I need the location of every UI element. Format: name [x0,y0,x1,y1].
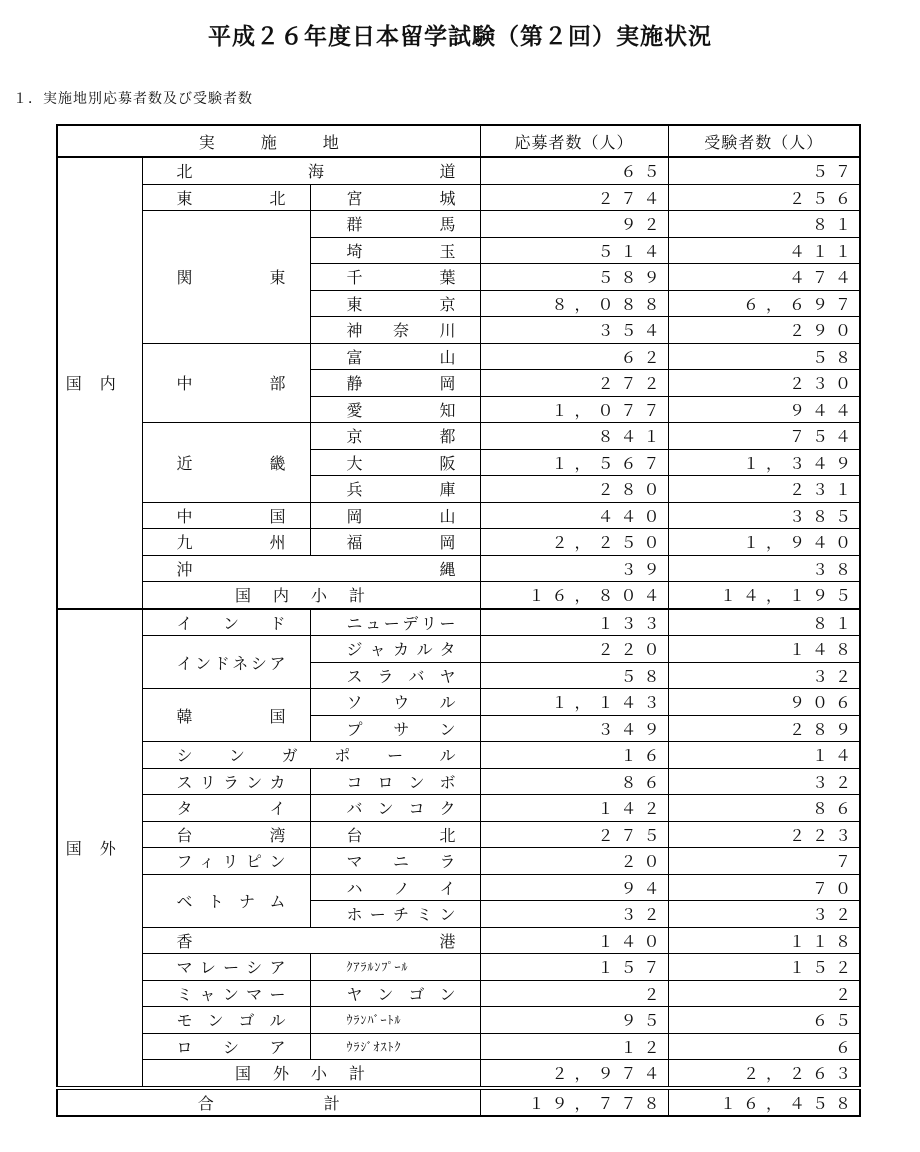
applicants-cell: ３５４ [480,317,668,344]
region-cell: 中国 [142,502,310,529]
city-cell: ｳﾗｼﾞｵｽﾄｸ [310,1033,480,1060]
country-cell: 香港 [142,927,480,954]
subtotal-label: 国内小計 [142,582,480,609]
applicants-cell: ３２ [480,901,668,928]
city-cell: ヤンゴン [310,980,480,1007]
examinees-cell: ３２ [668,768,860,795]
examinees-cell: １，３４９ [668,449,860,476]
city-cell: 台北 [310,821,480,848]
table-header-row [57,125,860,157]
country-cell: 台湾 [142,821,310,848]
examinees-cell: ２５６ [668,184,860,211]
table-row [57,1007,860,1034]
applicants-cell: ５１４ [480,237,668,264]
applicants-cell: １，１４３ [480,689,668,716]
examinees-cell: １４ [668,742,860,769]
region-cell: 関東 [142,211,310,344]
examinees-cell: ８６ [668,795,860,822]
examinees-cell: ９４４ [668,396,860,423]
pref-cell: 埼玉 [310,237,480,264]
examinees-cell: ８１ [668,609,860,636]
pref-cell: 愛知 [310,396,480,423]
examinees-cell: １４，１９５ [668,582,860,609]
examinees-cell: ２３１ [668,476,860,503]
country-cell: ミャンマー [142,980,310,1007]
pref-cell: 東京 [310,290,480,317]
city-cell: ジャカルタ [310,636,480,663]
examinees-cell: ２３０ [668,370,860,397]
country-cell: ロシア [142,1033,310,1060]
table-row [57,343,860,370]
applicants-cell: ２８０ [480,476,668,503]
applicants-cell: ３９ [480,555,668,582]
examinees-cell: ９０６ [668,689,860,716]
applicants-cell: ９４ [480,874,668,901]
table-row [57,502,860,529]
table-row [57,184,860,211]
pref-cell: 千葉 [310,264,480,291]
country-cell: インド [142,609,310,636]
country-cell: ベトナム [142,874,310,927]
subtotal-row [57,1060,860,1088]
examinees-cell: ５７ [668,157,860,184]
examinees-cell: １１８ [668,927,860,954]
examinees-cell: ７０ [668,874,860,901]
pref-cell: 福岡 [310,529,480,556]
applicants-cell: １５７ [480,954,668,981]
region-cell: 中部 [142,343,310,423]
table-row [57,821,860,848]
region-cell: 近畿 [142,423,310,503]
overseas-label: 国外 [57,609,142,1088]
examinees-cell: ６ [668,1033,860,1060]
examinees-cell: １５２ [668,954,860,981]
applicants-cell: ８４１ [480,423,668,450]
table-row [57,742,860,769]
city-cell: コロンボ [310,768,480,795]
total-row [57,1088,860,1117]
country-cell: フィリピン [142,848,310,875]
applicants-cell: １２ [480,1033,668,1060]
table-row [57,555,860,582]
page-title: 平成２６年度日本留学試験（第２回）実施状況 [208,24,712,50]
header-examinees: 受験者数（人） [668,125,860,157]
applicants-cell: ９５ [480,1007,668,1034]
applicants-cell: ４４０ [480,502,668,529]
applicants-cell: ２７２ [480,370,668,397]
city-cell: スラバヤ [310,662,480,689]
country-cell: タイ [142,795,310,822]
pref-cell: 静岡 [310,370,480,397]
examinees-cell: ６５ [668,1007,860,1034]
applicants-cell: １９，７７８ [480,1088,668,1117]
table-row [57,636,860,663]
applicants-cell: ２０ [480,848,668,875]
region-cell: 沖縄 [142,555,480,582]
pref-cell: 富山 [310,343,480,370]
region-cell: 東北 [142,184,310,211]
table-row [57,980,860,1007]
applicants-cell: １６，８０４ [480,582,668,609]
examinees-cell: ２９０ [668,317,860,344]
applicants-cell: ２，９７４ [480,1060,668,1088]
table-row [57,157,860,184]
header-applicants: 応募者数（人） [480,125,668,157]
country-cell: モンゴル [142,1007,310,1034]
table-row [57,848,860,875]
applicants-cell: ３４９ [480,715,668,742]
subtotal-label: 国外小計 [142,1060,480,1088]
table-row [57,768,860,795]
examinees-cell: ３２ [668,662,860,689]
applicants-cell: ８６ [480,768,668,795]
table-row [57,689,860,716]
pref-cell: 宮城 [310,184,480,211]
domestic-label: 国内 [57,157,142,609]
examinees-cell: ８１ [668,211,860,238]
applicants-cell: ２２０ [480,636,668,663]
examinees-cell: ２２３ [668,821,860,848]
table-row [57,529,860,556]
city-cell: ｳﾗﾝﾊﾞｰﾄﾙ [310,1007,480,1034]
section-heading: １．実施地別応募者数及び受験者数 [13,91,253,107]
table-row [57,1033,860,1060]
applicants-cell: ８，０８８ [480,290,668,317]
pref-cell: 群馬 [310,211,480,238]
applicants-cell: ６２ [480,343,668,370]
applicants-cell: ６５ [480,157,668,184]
pref-cell: 神奈川 [310,317,480,344]
examinees-cell: ３８５ [668,502,860,529]
table-row [57,954,860,981]
region-cell: 九州 [142,529,310,556]
applicants-cell: １６ [480,742,668,769]
applicants-cell: １４０ [480,927,668,954]
examinees-cell: ７ [668,848,860,875]
examinees-cell: ７５４ [668,423,860,450]
applicants-cell: １３３ [480,609,668,636]
examinees-cell: ２，２６３ [668,1060,860,1088]
examinees-cell: １，９４０ [668,529,860,556]
examinees-cell: ２ [668,980,860,1007]
city-cell: マニラ [310,848,480,875]
applicants-cell: ２ [480,980,668,1007]
country-cell: シンガポール [142,742,480,769]
examinees-cell: １４８ [668,636,860,663]
applicants-cell: ２，２５０ [480,529,668,556]
country-cell: マレーシア [142,954,310,981]
pref-cell: 大阪 [310,449,480,476]
pref-cell: 京都 [310,423,480,450]
city-cell: ソウル [310,689,480,716]
examinees-cell: ２８９ [668,715,860,742]
header-place: 実施地 [57,125,480,157]
city-cell: バンコク [310,795,480,822]
applicants-cell: ５８９ [480,264,668,291]
examinees-cell: １６，４５８ [668,1088,860,1117]
examinees-cell: ５８ [668,343,860,370]
subtotal-row [57,582,860,609]
pref-cell: 兵庫 [310,476,480,503]
country-cell: インドネシア [142,636,310,689]
applicants-cell: ２７４ [480,184,668,211]
examinees-cell: ３８ [668,555,860,582]
examinees-cell: ６，６９７ [668,290,860,317]
table-row [57,927,860,954]
applicants-cell: ５８ [480,662,668,689]
total-label: 合計 [57,1088,480,1117]
pref-cell: 岡山 [310,502,480,529]
table-row [57,874,860,901]
city-cell: ホーチミン [310,901,480,928]
applicants-cell: ２７５ [480,821,668,848]
table-row [57,211,860,238]
examinees-cell: ４７４ [668,264,860,291]
results-table [56,124,861,1117]
examinees-cell: ４１１ [668,237,860,264]
country-cell: 韓国 [142,689,310,742]
city-cell: ニューデリー [310,609,480,636]
applicants-cell: １４２ [480,795,668,822]
applicants-cell: １，０７７ [480,396,668,423]
applicants-cell: ９２ [480,211,668,238]
examinees-cell: ３２ [668,901,860,928]
city-cell: ハノイ [310,874,480,901]
country-cell: スリランカ [142,768,310,795]
city-cell: プサン [310,715,480,742]
table-row [57,609,860,636]
table-row [57,423,860,450]
table-row [57,795,860,822]
applicants-cell: １，５６７ [480,449,668,476]
region-cell: 北海道 [142,157,480,184]
city-cell: ｸｱﾗﾙﾝﾌﾟｰﾙ [310,954,480,981]
